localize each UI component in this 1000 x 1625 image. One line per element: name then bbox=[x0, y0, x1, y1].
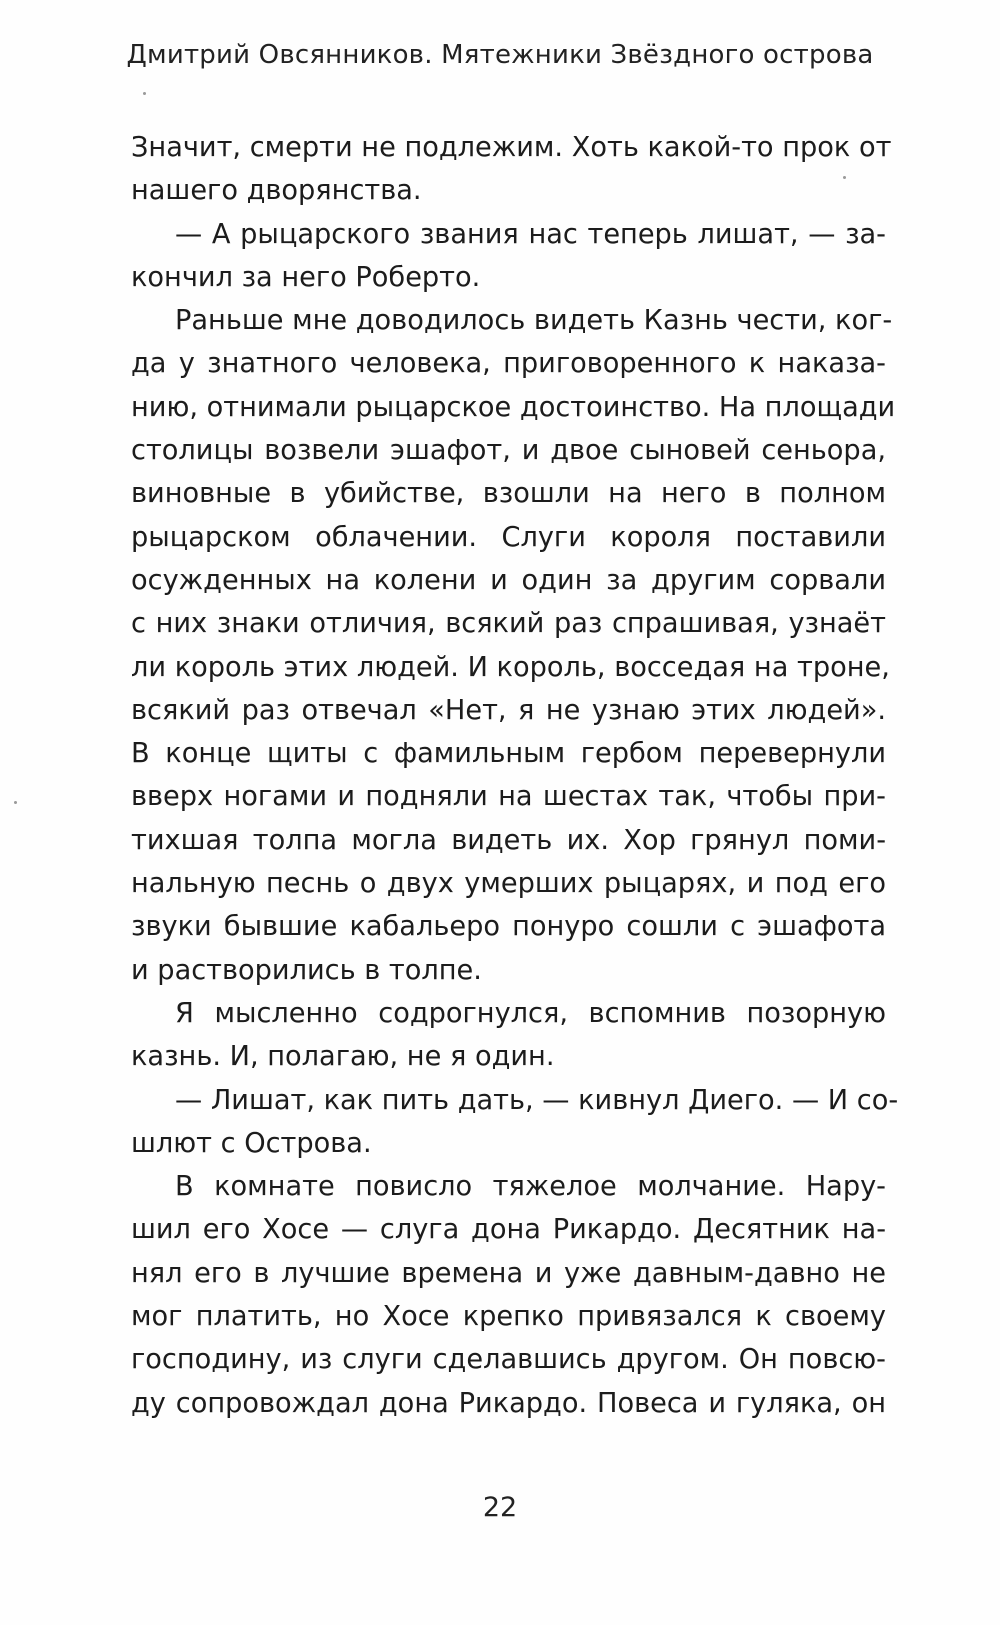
text-line: казнь. И, полагаю, не я один. bbox=[131, 1041, 555, 1073]
text-line: нашего дворянства. bbox=[131, 175, 422, 207]
body-text bbox=[131, 126, 899, 1425]
text-line: да у знатного человека, приговоренного к наказа- bbox=[131, 348, 886, 380]
text-line: нальную песнь о двух умерших рыцарях, и под его bbox=[131, 868, 886, 900]
text-line: вверх ногами и подняли на шестах так, чтобы при- bbox=[131, 781, 886, 813]
text-line: господину, из слуги сделавшись другом. Он повсю- bbox=[131, 1344, 886, 1376]
text-line: звуки бывшие кабальеро понуро сошли с эшафота bbox=[131, 911, 886, 943]
text-line: Значит, смерти не подлежим. Хоть какой-то прок от bbox=[131, 132, 892, 163]
text-line: нию, отнимали рыцарское достоинство. На площади bbox=[131, 391, 896, 423]
text-line: столицы возвели эшафот, и двое сыновей сеньора, bbox=[131, 435, 886, 467]
text-line: с них знаки отличия, всякий раз спрашивая, узнаёт bbox=[131, 608, 886, 640]
text-line: тихшая толпа могла видеть их. Хор грянул поми- bbox=[131, 824, 886, 856]
text-line: рыцарском облачении. Слуги короля поставили bbox=[131, 521, 886, 553]
text-line: нял его в лучшие времена и уже давным-давно не bbox=[131, 1257, 886, 1289]
text-line: осужденных на колени и один за другим сорвали bbox=[131, 564, 886, 596]
text-line: Я мысленно содрогнулся, вспомнив позорную bbox=[175, 997, 886, 1029]
running-header: Дмитрий Овсянников. Мятежники Звёздного острова bbox=[126, 40, 874, 70]
text-line: всякий раз отвечал «Нет, я не узнаю этих людей». bbox=[131, 694, 886, 726]
text-line: виновные в убийстве, взошли на него в полном bbox=[131, 478, 886, 510]
text-line: В комнате повисло тяжелое молчание. Нару- bbox=[175, 1171, 886, 1203]
text-line: Раньше мне доводилось видеть Казнь чести, ког- bbox=[175, 305, 893, 337]
paper-speck bbox=[843, 176, 846, 179]
paper-speck bbox=[143, 92, 146, 95]
text-line: ду сопровождал дона Рикардо. Повеса и гуляка, он bbox=[131, 1387, 886, 1419]
paper-speck bbox=[14, 801, 17, 804]
text-line: мог платить, но Хосе крепко привязался к своему bbox=[131, 1301, 886, 1333]
text-line: и растворились в толпе. bbox=[131, 954, 482, 986]
text-line: шлют с Острова. bbox=[131, 1127, 372, 1159]
text-line: — А рыцарского звания нас теперь лишат, — за- bbox=[175, 218, 886, 250]
text-line: ли король этих людей. И король, восседая на троне, bbox=[131, 651, 890, 683]
text-line: кончил за него Роберто. bbox=[131, 261, 481, 293]
text-line: шил его Хосе — слуга дона Рикардо. Десятник на- bbox=[131, 1214, 886, 1246]
text-line: — Лишат, как пить дать, — кивнул Диего. — И со- bbox=[175, 1084, 899, 1116]
text-line: В конце щиты с фамильным гербом перевернули bbox=[131, 738, 886, 770]
page-number: 22 bbox=[482, 1492, 518, 1523]
